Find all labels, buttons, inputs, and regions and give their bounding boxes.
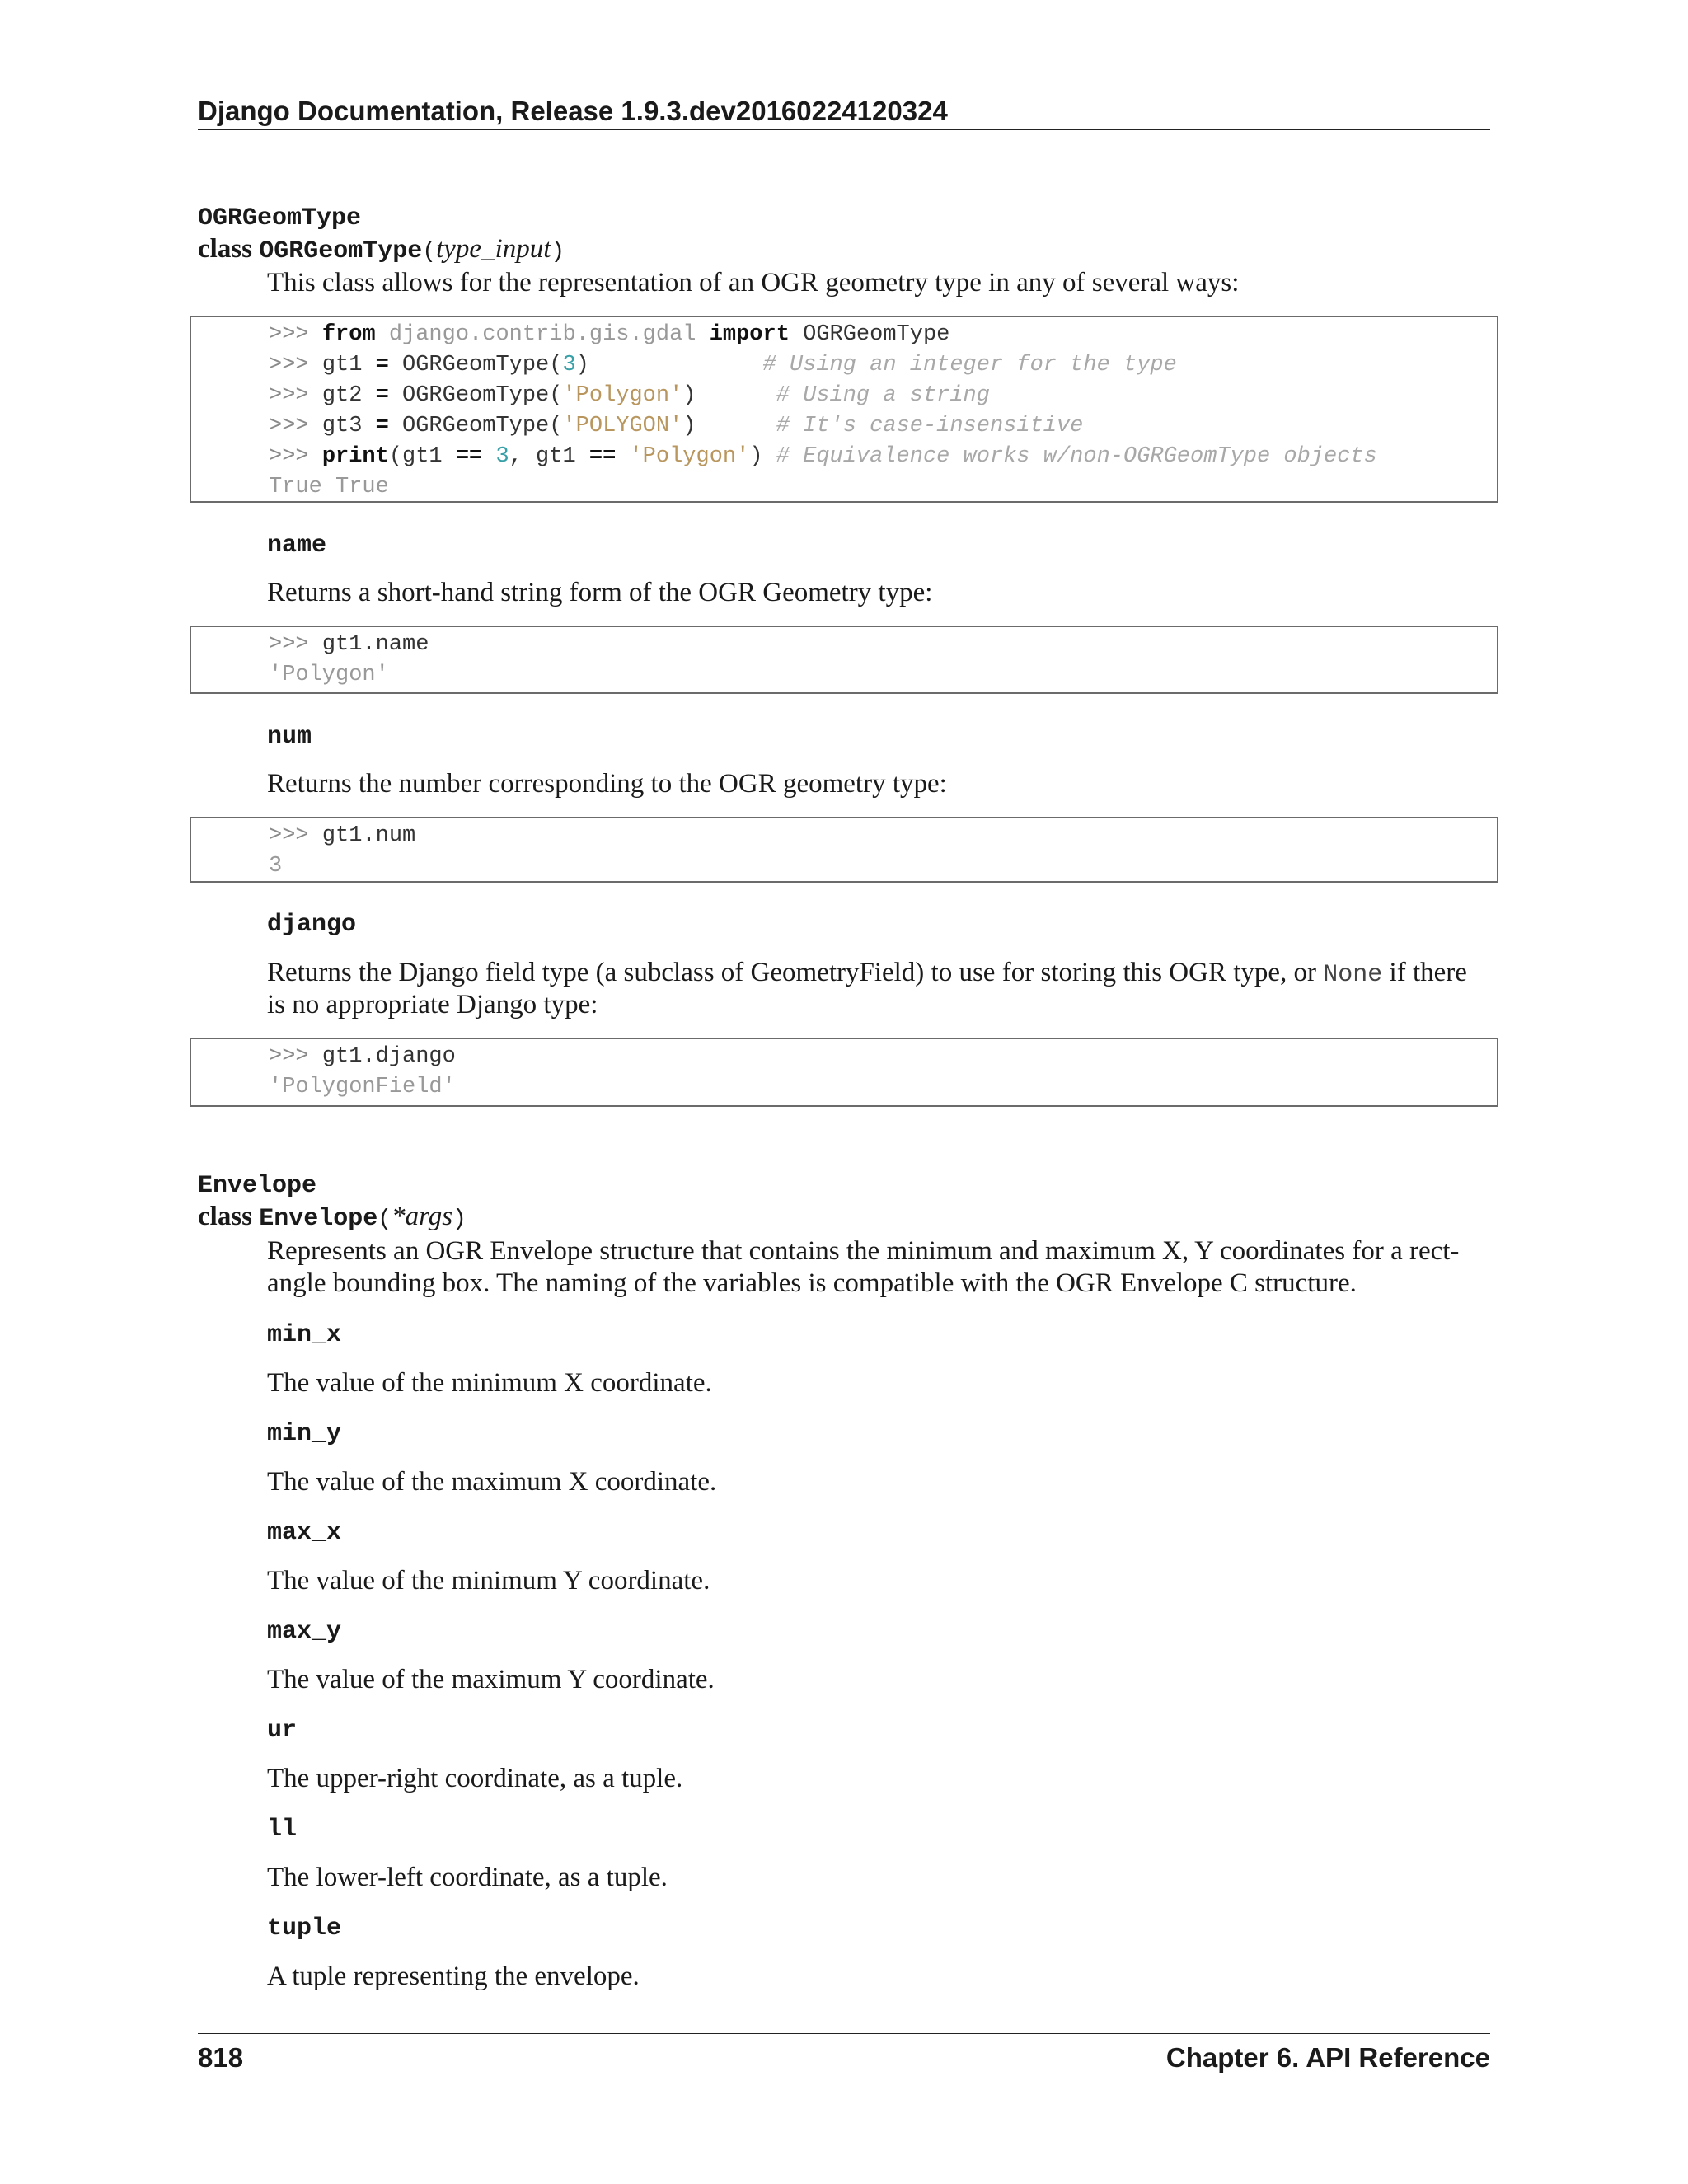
attr-num-desc: Returns the number corresponding to the OGR geometry type: xyxy=(267,769,947,799)
attr-label: min_y xyxy=(267,1420,342,1448)
attr-django-desc-line2: is no appropriate Django type: xyxy=(267,990,598,1019)
class-signature-ogrgeomtype xyxy=(198,234,565,265)
attr-label: min_x xyxy=(267,1321,342,1349)
attr-desc: The value of the maximum Y coordinate. xyxy=(267,1665,715,1694)
attr-django-label: django xyxy=(267,911,357,939)
code-line: >>> gt2 = OGRGeomType('Polygon') # Using a string xyxy=(269,383,990,408)
footer-rule xyxy=(198,2033,1490,2034)
running-header: Django Documentation, Release 1.9.3.dev20160224120324 xyxy=(198,96,948,126)
code-line: >>> from django.contrib.gis.gdal import OGRGeomType xyxy=(269,322,950,347)
param-open: ( xyxy=(422,239,437,265)
code-line: >>> print(gt1 == 3, gt1 == 'Polygon') # Equivalence works w/non-OGRGeomType objects xyxy=(269,444,1377,469)
param-name: type_input xyxy=(436,234,551,264)
header-rule xyxy=(198,129,1490,130)
class-description: This class allows for the representation of an OGR geometry type in any of several ways: xyxy=(267,268,1240,298)
class-name: Envelope xyxy=(259,1205,378,1233)
param-name: *args xyxy=(392,1202,453,1231)
code-block-django xyxy=(190,1038,1498,1107)
code-output: 3 xyxy=(269,854,283,879)
code-output: 'PolygonField' xyxy=(269,1075,456,1099)
attr-label: max_y xyxy=(267,1618,342,1646)
code-output: 'Polygon' xyxy=(269,663,389,687)
code-line: >>> gt3 = OGRGeomType('POLYGON') # It's case-insensitive xyxy=(269,414,1084,438)
class-keyword: class xyxy=(198,1202,252,1231)
param-close: ) xyxy=(452,1207,467,1232)
attr-name-desc: Returns a short-hand string form of the OGR Geometry type: xyxy=(267,578,933,607)
attr-label: max_x xyxy=(267,1519,342,1547)
attr-num-label: num xyxy=(267,723,312,751)
section-heading-ogrgeomtype: OGRGeomType xyxy=(198,204,362,232)
code-block-num xyxy=(190,817,1498,883)
envelope-description-line2: angle bounding box. The naming of the variables is compatible with the OGR Envelope C structure. xyxy=(267,1268,1357,1298)
code-line: >>> gt1.num xyxy=(269,823,416,848)
attr-desc: The value of the minimum Y coordinate. xyxy=(267,1566,710,1596)
attr-desc: The lower-left coordinate, as a tuple. xyxy=(267,1863,668,1892)
code-block-name xyxy=(190,626,1498,694)
attr-django-desc-line1: Returns the Django field type (a subclass of GeometryField) to use for storing this OGR type, or None if there xyxy=(267,958,1467,989)
attr-label: ll xyxy=(267,1816,298,1844)
code-output: True True xyxy=(269,475,389,499)
attr-desc: A tuple representing the envelope. xyxy=(267,1961,640,1991)
attr-name-label: name xyxy=(267,532,327,560)
chapter-title: Chapter 6. API Reference xyxy=(1165,2042,1490,2073)
attr-desc: The value of the minimum X coordinate. xyxy=(267,1368,712,1398)
attr-label: tuple xyxy=(267,1915,342,1943)
page-number: 818 xyxy=(198,2042,244,2073)
attr-desc: The upper-right coordinate, as a tuple. xyxy=(267,1764,683,1793)
attr-desc: The value of the maximum X coordinate. xyxy=(267,1467,717,1497)
code-line: >>> gt1.django xyxy=(269,1044,456,1069)
section-heading-envelope: Envelope xyxy=(198,1172,317,1200)
code-line: >>> gt1 = OGRGeomType(3) # Using an integer for the type xyxy=(269,353,1177,377)
param-open: ( xyxy=(377,1207,392,1232)
class-name: OGRGeomType xyxy=(259,237,423,265)
inline-code-none: None xyxy=(1323,961,1383,989)
class-signature-envelope xyxy=(198,1202,467,1233)
code-line: >>> gt1.name xyxy=(269,632,429,657)
attr-label: ur xyxy=(267,1717,298,1745)
envelope-description-line1: Represents an OGR Envelope structure that contains the minimum and maximum X, Y coordinates for a rect- xyxy=(267,1236,1460,1266)
class-keyword: class xyxy=(198,234,252,264)
code-block-ogrgeomtype xyxy=(190,316,1498,503)
param-close: ) xyxy=(551,239,565,265)
